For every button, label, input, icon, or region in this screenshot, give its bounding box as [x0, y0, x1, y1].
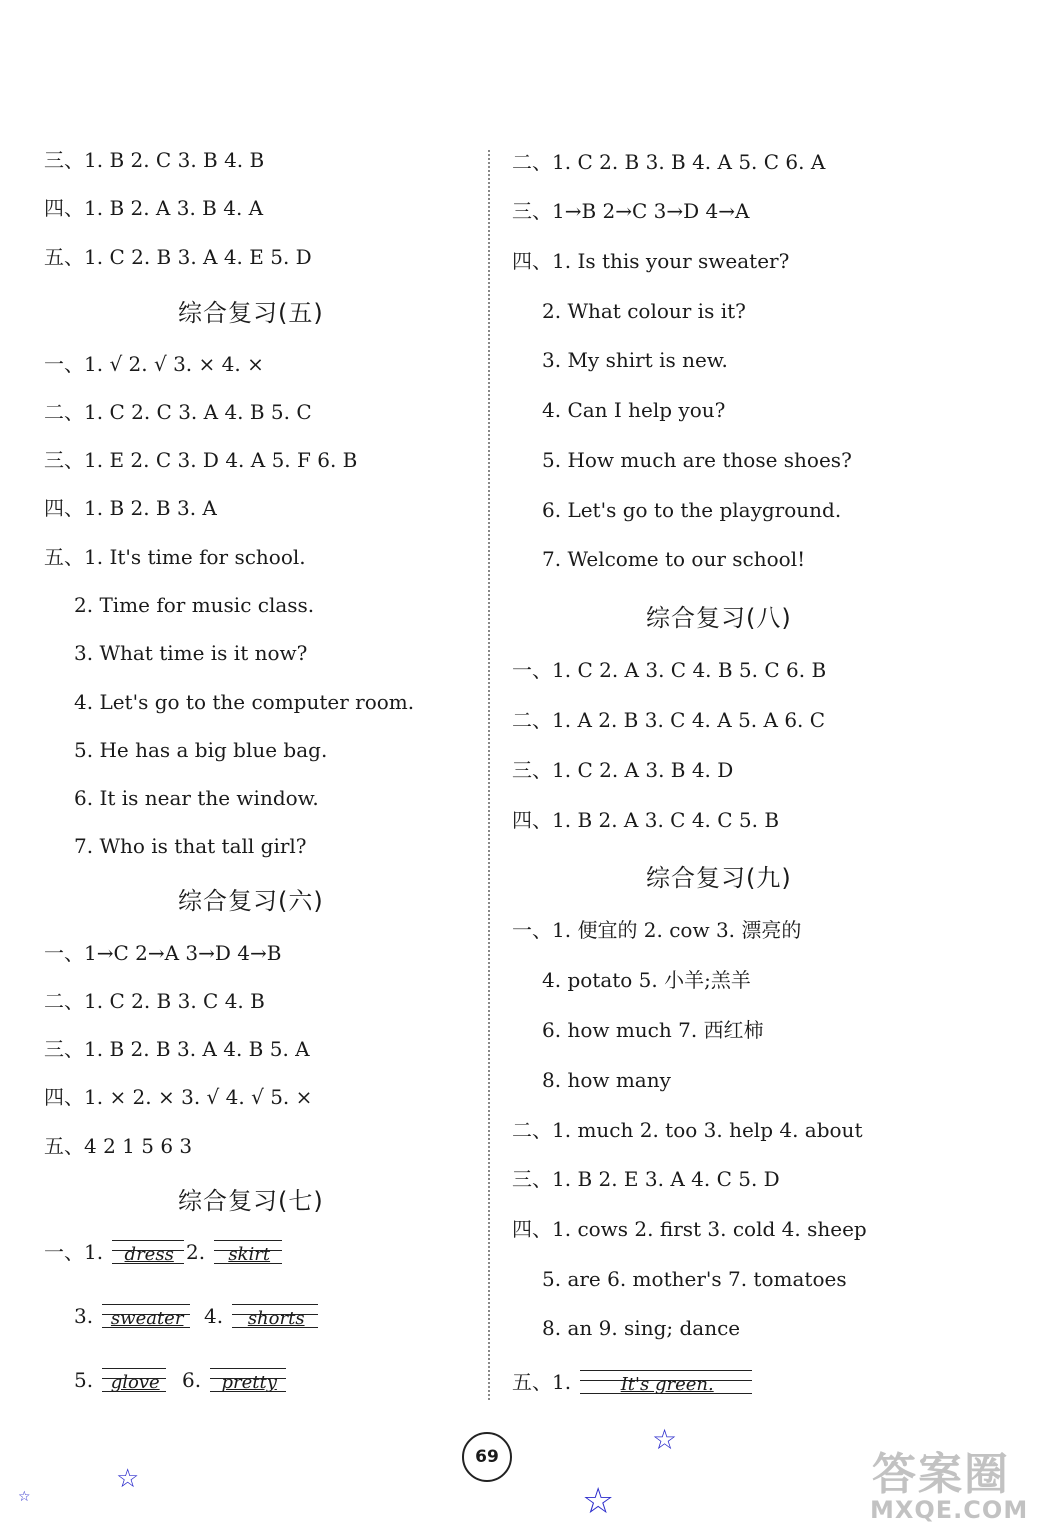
answer-line: 四、1. × 2. × 3. √ 4. √ 5. ×	[44, 1085, 313, 1109]
handwritten-word: skirt	[228, 1244, 271, 1265]
answer-line: 四、1. B 2. A 3. C 4. C 5. B	[512, 808, 780, 832]
star-icon: ☆	[652, 1423, 678, 1456]
answer-line: 4. potato 5. 小羊;羔羊	[542, 968, 751, 992]
answer-line: 6. Let's go to the playground.	[542, 498, 842, 522]
handwritten-answer: It's green.	[620, 1374, 714, 1395]
item-number: 5.	[74, 1368, 94, 1392]
writing-line-item	[44, 1240, 184, 1264]
section-heading: 综合复习(九)	[646, 864, 792, 892]
section-heading: 综合复习(五)	[178, 299, 324, 327]
answer-line: 5. are 6. mother's 7. tomatoes	[542, 1267, 847, 1291]
answer-line: 二、1. C 2. B 3. B 4. A 5. C 6. A	[512, 150, 826, 174]
watermark-url: MXQE.COM	[870, 1496, 1029, 1524]
answer-line: 6. how much 7. 西红柿	[542, 1018, 764, 1042]
item-number: 一、1.	[44, 1240, 104, 1264]
page-number: 69	[462, 1432, 512, 1482]
answer-line: 一、1. 便宜的 2. cow 3. 漂亮的	[512, 918, 802, 942]
writing-line-item	[204, 1304, 318, 1328]
writing-line-item	[512, 1370, 752, 1394]
answer-line: 7. Welcome to our school!	[542, 547, 806, 571]
answer-line: 二、1. C 2. B 3. C 4. B	[44, 989, 265, 1013]
answer-line: 三、1. E 2. C 3. D 4. A 5. F 6. B	[44, 448, 358, 472]
writing-box	[112, 1240, 184, 1264]
answer-line: 三、1. B 2. C 3. B 4. B	[44, 148, 265, 172]
writing-line-item	[74, 1368, 166, 1392]
writing-line-item	[182, 1368, 286, 1392]
section-heading: 综合复习(七)	[178, 1187, 324, 1215]
watermark-logo	[866, 1438, 1036, 1532]
item-number: 6.	[182, 1368, 202, 1392]
star-icon: ☆	[582, 1481, 615, 1522]
writing-line-item	[186, 1240, 282, 1264]
answer-line: 4. Can I help you?	[542, 398, 726, 422]
answer-line: 四、1. B 2. A 3. B 4. A	[44, 196, 264, 220]
answer-line: 二、1. C 2. C 3. A 4. B 5. C	[44, 400, 312, 424]
answer-line: 4. Let's go to the computer room.	[74, 690, 415, 714]
column-divider	[488, 150, 490, 1400]
answer-line: 2. Time for music class.	[74, 593, 315, 617]
answer-line: 一、1. √ 2. √ 3. × 4. ×	[44, 352, 264, 376]
writing-box	[214, 1240, 282, 1264]
answer-line: 三、1. C 2. A 3. B 4. D	[512, 758, 734, 782]
handwritten-word: pretty	[221, 1372, 277, 1393]
item-number: 4.	[204, 1304, 224, 1328]
answer-line: 四、1. Is this your sweater?	[512, 249, 790, 273]
answer-line: 5. He has a big blue bag.	[74, 738, 328, 762]
star-icon: ☆	[18, 1489, 31, 1505]
answer-line: 三、1. B 2. B 3. A 4. B 5. A	[44, 1037, 310, 1061]
answer-line: 四、1. cows 2. first 3. cold 4. sheep	[512, 1217, 867, 1241]
writing-box	[210, 1368, 286, 1392]
handwritten-word: dress	[124, 1244, 174, 1265]
writing-box	[232, 1304, 318, 1328]
watermark-text: 答案圈	[872, 1449, 1010, 1500]
answer-line: 四、1. B 2. B 3. A	[44, 496, 217, 520]
answer-line: 三、1. B 2. E 3. A 4. C 5. D	[512, 1167, 780, 1191]
answer-line: 五、4 2 1 5 6 3	[44, 1134, 193, 1158]
answer-line: 二、1. much 2. too 3. help 4. about	[512, 1118, 863, 1142]
answer-line: 3. What time is it now?	[74, 641, 308, 665]
answer-line: 五、1. C 2. B 3. A 4. E 5. D	[44, 245, 312, 269]
handwritten-word: glove	[110, 1372, 160, 1393]
writing-line-item	[74, 1304, 190, 1328]
answer-line: 3. My shirt is new.	[542, 348, 728, 372]
item-number: 2.	[186, 1240, 206, 1264]
item-number: 3.	[74, 1304, 94, 1328]
answer-line: 五、1. It's time for school.	[44, 545, 306, 569]
answer-line: 一、1→C 2→A 3→D 4→B	[44, 941, 282, 965]
writing-box	[102, 1304, 190, 1328]
item-number: 五、1.	[512, 1370, 572, 1394]
answer-line: 2. What colour is it?	[542, 299, 746, 323]
section-heading: 综合复习(六)	[178, 887, 324, 915]
section-heading: 综合复习(八)	[646, 604, 792, 632]
star-icon: ☆	[116, 1464, 140, 1494]
writing-box	[580, 1370, 752, 1394]
answer-line: 8. an 9. sing; dance	[542, 1316, 741, 1340]
answer-line: 三、1→B 2→C 3→D 4→A	[512, 199, 750, 223]
answer-line: 二、1. A 2. B 3. C 4. A 5. A 6. C	[512, 708, 826, 732]
writing-box	[102, 1368, 166, 1392]
answer-line: 8. how many	[542, 1068, 671, 1092]
handwritten-word: shorts	[247, 1308, 305, 1329]
handwritten-word: sweater	[110, 1308, 184, 1329]
answer-line: 5. How much are those shoes?	[542, 448, 852, 472]
answer-line: 6. It is near the window.	[74, 786, 319, 810]
answer-line: 一、1. C 2. A 3. C 4. B 5. C 6. B	[512, 658, 827, 682]
answer-line: 7. Who is that tall girl?	[74, 834, 307, 858]
